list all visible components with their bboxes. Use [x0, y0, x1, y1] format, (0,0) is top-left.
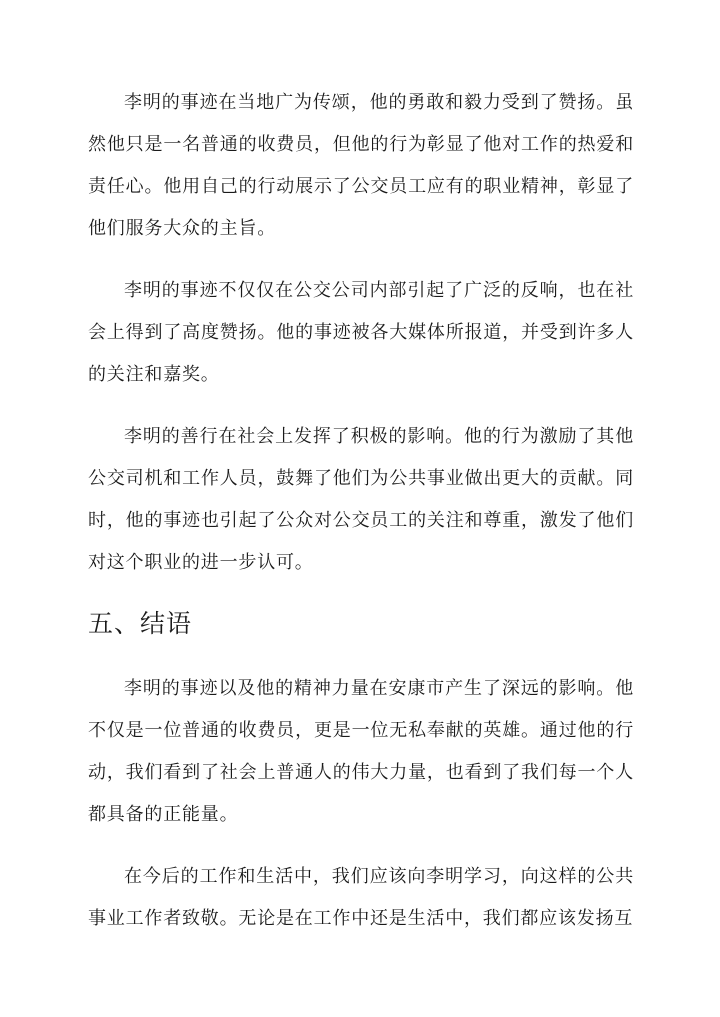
section-heading-conclusion: 五、结语 — [88, 609, 193, 638]
paragraph-influence: 李明的善行在社会上发挥了积极的影响。他的行为激励了其他公交司机和工作人员，鼓舞了他们为公共事业做出更大的贡献。同时，他的事迹也引起了公众对公交员工的关注和尊重，激发了他们对这个职业的进一步认可。 — [88, 426, 634, 573]
paragraph-conclusion-learning: 在今后的工作和生活中，我们应该向李明学习，向这样的公共事业工作者致敬。无论是在工作中还是生活中，我们都应该发扬互 — [88, 866, 634, 929]
document-body — [88, 82, 634, 960]
paragraph-reputation: 李明的事迹在当地广为传颂，他的勇敢和毅力受到了赞扬。虽然他只是一名普通的收费员，但他的行为彰显了他对工作的热爱和责任心。他用自己的行动展示了公交员工应有的职业精神，彰显了他们服务大众的主旨。 — [88, 92, 634, 239]
paragraph-response: 李明的事迹不仅仅在公交公司内部引起了广泛的反响，也在社会上得到了高度赞扬。他的事迹被各大媒体所报道，并受到许多人的关注和嘉奖。 — [88, 280, 634, 385]
paragraph-conclusion-impact: 李明的事迹以及他的精神力量在安康市产生了深远的影响。他不仅是一位普通的收费员，更是一位无私奉献的英雄。通过他的行动，我们看到了社会上普通人的伟大力量，也看到了我们每一个人都具备的正能量。 — [88, 678, 634, 825]
